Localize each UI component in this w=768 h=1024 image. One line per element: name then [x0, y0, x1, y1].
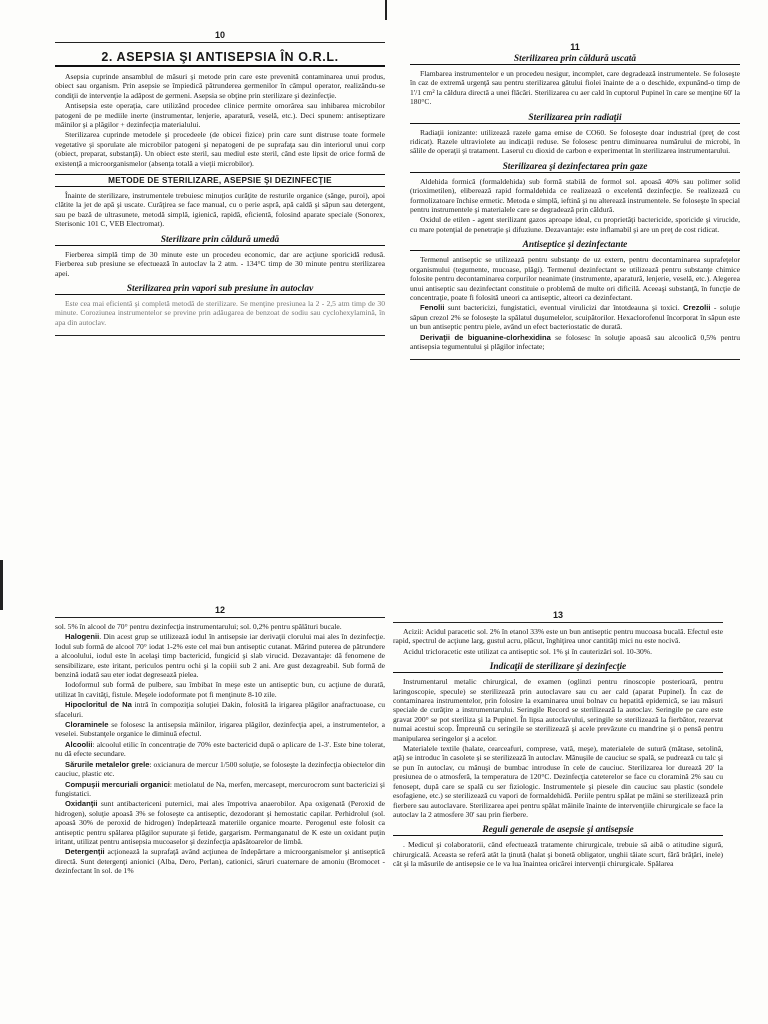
paragraph: Materialele textile (halate, cearceafuri, comprese, vată, meşe), materialele de sutură (mătase, setolină, aţă) se introduc în casolete şi se sterilizează în autoclav. Mănuşile de cauciuc se spală, se pudrează cu talc şi se pun în autoclav, cu mănuşi de bumbac introduse în cele de cauciuc. Sterilizarea lor durează 20' la presiunea de o atmosferă, la temperatura de 120°C. Dezinfecţia cateterelor se face cu cloramină 2% sau cu fenosept, după care se spală cu ser fiziologic. Instrumentele şi piesele din cauciuc sau plastic (sondele esofagiene, etc.) se sterilizează cu vapori de formaldehidă. Periile pentru spălat pe mâini se sterilizează prin fierbere sau autoclavare. Sterilizarea apei pentru spălat mâinile înainte de intervenţiile chirurgicale se face la autoclav la 2 atmosfere 30' sau prin fierbere. [393, 744, 723, 819]
paragraph [55, 740, 385, 759]
paragraph: Radiaţii ionizante: utilizează razele gama emise de CO60. Se foloseşte doar industrial (preţ de cost ridicat). Razele ultraviolete au indicaţii reduse. Se folosesc pentru diminuarea numărului de microbi, în sălile de operaţii şi tratament. Laserul cu dioxid de carbon e experimentat în sterilizarea instrumentarului. [410, 127, 740, 156]
keyword: Halogenii [65, 632, 100, 642]
paragraph [55, 847, 385, 875]
divider [55, 42, 385, 43]
subsection-heading: Sterilizare prin căldură umedă [55, 235, 385, 246]
page-number: 10 [214, 30, 225, 40]
paragraph: Antisepsia este operaţia, care utilizând procedee clinice permite omorârea sau inhibarea microbilor patogeni de pe mediile inerte (instrumentar, lenjerie, aparatură, veselă, etc.). Deci spunem: antiseptizare mâinilor şi a plăgilor + dezinfecţia materialului. [55, 101, 385, 130]
keyword: Oxidanţii [65, 799, 98, 809]
paragraph: Aldehida formică (formaldehida) sub formă stabilă de formol sol. apoasă 40% sau polimer solid (trioximetilen), eliberează rapid formaldehida ce realizează o excelentă dezinfecţie. Se realizează cu formolizatoare închise ermetic. Metoda e simplă, ieftină şi nu alterează instrumentele. Se foloseşte în special pentru instrumentele şi materialele care se degradează prin căldură. [410, 176, 740, 215]
page-binding-edge-top [385, 0, 387, 20]
paragraph: Acidul tricloracetic este utilizat ca antiseptic sol. 1% şi în cauterizări sol. 10-30%. [403, 646, 653, 656]
text: : alcoolul etilic în concentraţie de 70% este bactericid după o aplicare de 1-3'. Este bine tolerat, nu dă efecte secundare. [55, 739, 385, 759]
paragraph: sol. 5% în alcool de 70° pentru dezinfecţia instrumentarului; sol. 0,2% pentru spălături bucale. [55, 622, 342, 631]
paragraph [55, 720, 385, 739]
subsection-heading: Sterilizarea prin vapori sub presiune în autoclav [55, 284, 385, 295]
paragraph [410, 303, 740, 331]
page-10 [55, 30, 385, 520]
paragraph: Sterilizarea cuprinde metodele şi procedeele (de obicei fizice) prin care sunt distruse toate formele vegetative şi sporulate ale microbilor patogeni şi nepatogeni de pe suprafaţa sau din interiorul unui corp (obiect, preparat, substanţă). Un obiect este steril, sau mediul este steril, când este lipsit de orice formă de existenţă a microorganismelor (absenţa totală a vieţii microbilor). [55, 130, 385, 168]
paragraph: Oxidul de etilen - agent sterilizant gazos aproape ideal, cu proprietăţi bactericide, sporicide şi virucide, cu mare potenţial de penetraţie şi difuziune. Dezavantaje: este inflamabil şi are un preţ de cost ridicat. [410, 215, 740, 234]
text: : oxicianura de mercur 1/500 soluţie, se foloseşte la dezinfecţia obiectelor din cauciuc, plastic etc. [55, 759, 385, 779]
divider [55, 335, 385, 336]
text: : metiolatul de Na, merfen, mercasept, mercurocrom sunt bactericizi şi fungistatici. [55, 779, 385, 798]
text: sunt antibactericeni puternici, mai ales împotriva anaerobilor. Apa oxigenată (Peroxid de hidrogen), soluţie apoasă 3% se foloseşte ca antiseptic, dezodorant şi hemostatic capilar. Perhidrolul (sol. apoasă 30% de peroxid de hidrogen) îndepărtează materiile organice moarte. Perogenul este folosit ca antiseptic pentru spălarea plăgilor supurate şi fetide, gargarism. Permanganatul de K este un oxidant puţin iritant, utilizat pentru antisepsia mucoaselor şi dezinfecţia apăsătoarelor de limbă. [55, 799, 385, 846]
keyword: Sărurile metalelor grele [65, 759, 150, 769]
paragraph: Acizii: Acidul paracetic sol. 2% în etanol 33% este un bun antiseptic pentru mucoasa bucală. Efectul este rapid, spectrul de acţiune larg, gustul acru, plăcut, înghiţirea unor cantităţi mici nu este nocivă. [393, 627, 723, 646]
paragraph: Termenul antiseptic se utilizează pentru substanţe de uz extern, pentru decontaminarea suprafeţelor organismului (tegumente, mucoase, plăgi). Termenul dezinfectant se utilizează pentru substanţe chimice folosite pentru decontaminarea corpurilor neanimate (instrumente, aparatură, lenjerie, veselă, etc.). Alegerea unui antiseptic sau dezinfectant constituie o problemă de multe ori dificilă. Aceeaşi substanţă, în funcţie de concentraţie, poate fi folosită uneori ca antiseptic, alteori ca dezinfectant. [410, 255, 740, 302]
page-binding-edge [0, 560, 3, 610]
paragraph [55, 760, 385, 779]
text: sunt bactericizi, fungistatici, eventual virulicizi dar întotdeauna şi toxici. [444, 303, 684, 313]
paragraph: Înainte de sterilizare, instrumentele trebuiesc minuţios curăţite de resturile organice (sânge, puroi), apoi clătite la jet de apă şi uscate. Curăţirea se face manual, cu o perie aspră, apă caldă şi săpun sau detergent, sau pe bază de ultrasunete, metodă simplă, igienică, rapidă, eficientă, folosind aparate speciale (Sonorex, Sterisonic 101 C, VEB Electromat). [55, 191, 385, 229]
text: se folosesc în soluţie apoasă sau alcoolică 0,5% pentru antisepsia tegumentului şi plăgilor infectate; [410, 332, 740, 351]
page-13 [393, 610, 723, 1022]
keyword: Alcoolii [65, 739, 93, 749]
page-11 [410, 42, 740, 532]
keyword: Fenolii [420, 303, 445, 313]
text: . Din acest grup se utilizează iodul în antisepsie iar derivaţii clorului mai ales în dezinfecţie. Iodul sub formă de alcool 70° iodat 1-2% este cel mai bun antiseptic cutanat. Mărind puterea de pătrundere a alcoolului, iodul este în acelaşi timp bactericid, fungicid şi slab virucid. Dezavantaje: dă fenomene de sensibilizare, este iritant, periculos pentru ochi şi la copiii sub 2 ani. Are gust dezagreabil. Sub formă de benzină iodată sau eter iodat degresează pielea. [55, 632, 385, 680]
subsection-heading: Sterilizarea prin radiaţii [410, 113, 740, 124]
text: intră în compoziţia soluţiei Dakin, folosită la irigarea plăgilor anafractuoase, cu sfaceluri. [55, 700, 385, 719]
keyword: Hipocloritul de Na [65, 700, 132, 710]
page-12 [55, 605, 385, 1020]
keyword: Crezolii [683, 303, 711, 313]
paragraph: Flambarea instrumentelor e un procedeu nesigur, incomplet, care degradează instrumentele. Se foloseşte în caz de extremă urgenţă sau pentru sterilizarea gâtului fiolei înainte de a o deschide, expunând-o timp de 1'/1 cm² la căldura directă a unei flăcări. Sterilizarea cu aer cald în cuptorul Pupinel în care se menţine 60' la 180°C. [410, 69, 740, 107]
subsection-heading: Indicaţii de sterilizare şi dezinfecţie [393, 662, 723, 673]
paragraph: Este cea mai eficientă şi completă metodă de sterilizare. Se menţine presiunea la 2 - 2,5 atm timp de 30 minute. Coroziunea instrumentelor se previne prin adăugarea de benzoat de sodiu sau cyclohexylamină, în apa din autoclav. [55, 298, 385, 327]
subsection-heading: Reguli generale de asepsie şi antisepsie [393, 825, 723, 836]
divider [393, 622, 723, 623]
page-number: 13 [552, 610, 563, 620]
subsection-heading: Sterilizarea şi dezinfectarea prin gaze [410, 162, 740, 173]
paragraph: Fierberea simplă timp de 30 minute este un procedeu economic, dar are acţiune sporicidă redusă. Fierberea sub presiune se efectuează în autoclav la 2 atm. - 134°C timp de 30 minute pentru sterilizarea apei. [55, 249, 385, 278]
paragraph [55, 632, 385, 679]
subsection-heading: Antiseptice şi dezinfectante [410, 240, 740, 251]
paragraph [410, 333, 740, 352]
paragraph: . Medicul şi colaboratorii, când efectuează tratamente chirurgicale, trebuie să aibă o atitudine sigură, chirurgicală. Aceasta se referă atât la ţinută (halat şi bonetă obligator, unghii tăiate scurt, fără brăţări, inele) cât şi la măsurile de antisepsie ce le va lua înaintea oricărei intervenţii chirurgicale. Spălarea [393, 840, 723, 869]
page-number: 12 [214, 605, 225, 615]
keyword: Compuşii mercuriali organici [65, 779, 170, 789]
keyword: Detergenţii [65, 847, 105, 857]
text: - soluţie săpun crezol 2% se foloseşte la spălatul duşumelelor, scuipătorilor. Hexaclorofenul încorporat în săpun este un bun antiseptic pentru piele, având un efect bacteriostatic de durată. [410, 303, 740, 332]
paragraph: Iodoformul sub formă de pulbere, sau îmbibat în meşe este un antiseptic bun, cu acţiune de durată, utilizat în cavităţi, fistule. Meşele iodoformate pot fi menţinute 8-10 zile. [55, 680, 385, 699]
paragraph: Asepsia cuprinde ansamblul de măsuri şi metode prin care este prevenită contaminarea unui produs, obiect sau organism. Prin asepsie se împiedică pătrunderea germenilor în câmpul operator, realizându-se condiţii de intervenţie la adăpost de germeni. Asepsia se obţine prin sterilizare şi dezinfecţie. [55, 72, 385, 100]
chapter-title: 2. ASEPSIA ŞI ANTISEPSIA ÎN O.R.L. [55, 47, 385, 67]
paragraph: Instrumentarul metalic chirurgical, de examen (oglinzi pentru rinoscopie posterioară, pentru laringoscopie, specule) se sterilizează prin autoclavare sau cu aer cald (aparat Pupinel). În caz de contaminarea instrumentelor, prin folosire la examinarea unui bolnav cu hepatită epidemică, se iau măsuri speciale de curăţire a instrumentarului. Seringile Record se sterilizează la autoclav. Seringile pe care este gravat 200° se pot steriliza şi la Pupinel. În lipsa autoclavului, seringile se sterilizează la fierbător, rezervat numai acestui scop. Împreună cu seringile se sterilizează şi acele prevăzute cu mandrine şi o pensă pentru manipularea seringelor şi a acelor. [393, 677, 723, 743]
section-heading: METODE DE STERILIZARE, ASEPSIE ŞI DEZINFECŢIE [55, 174, 385, 187]
page-number: 11 [570, 42, 580, 52]
text: acţionează la suprafaţă având acţiunea de îndepărtare a microorganismelor şi antiseptică directă. Sunt detergenţi anionici (Alba, Dero, Perlan), cationici, săruri cuaternare de amoniu (Bromocet - dezinfectant în sol. de 1% [55, 847, 385, 876]
paragraph [55, 780, 385, 799]
divider [55, 617, 385, 618]
paragraph [55, 700, 385, 719]
keyword: Cloraminele [65, 720, 109, 730]
text: se folosesc la antisepsia mâinilor, irigarea plăgilor, dezinfecţia apei, a instrumentelor, a veselei. Substanţele organice le diminuă efectul. [55, 720, 385, 739]
keyword: Derivaţii de biguanine-clorhexidina [420, 332, 551, 342]
subsection-heading: Sterilizarea prin căldură uscată [410, 54, 740, 65]
paragraph [55, 799, 385, 846]
divider [410, 359, 740, 360]
